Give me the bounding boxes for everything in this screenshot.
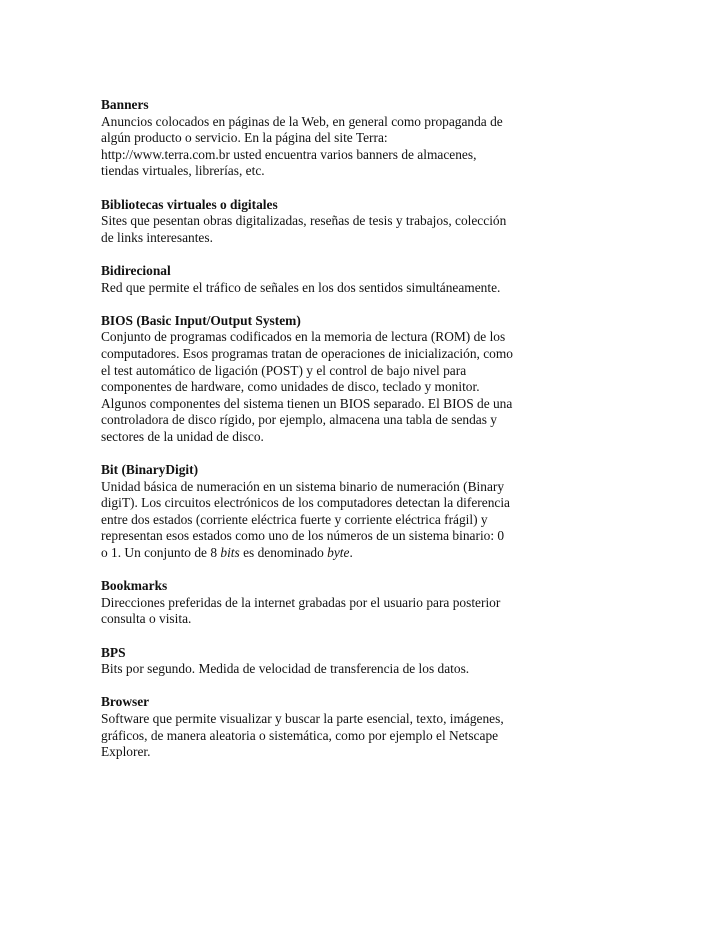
- definition-line: computadores. Esos programas tratan de operaciones de inicialización, como: [101, 345, 513, 361]
- definition-line: Explorer.: [101, 744, 151, 760]
- definition-line: Sites que pesentan obras digitalizadas, reseñas de tesis y trabajos, colección: [101, 213, 507, 229]
- line-text: .: [349, 545, 353, 561]
- definition-line: controladora de disco rígido, por ejemplo, almacena una tabla de sendas y: [101, 412, 497, 428]
- definition-line: Conjunto de programas codificados en la memoria de lectura (ROM) de los: [101, 329, 506, 345]
- entry-term: Bit (BinaryDigit): [101, 462, 199, 478]
- entry-term: Bookmarks: [101, 578, 168, 594]
- entry-term: Bibliotecas virtuales o digitales: [101, 196, 278, 212]
- entry-definition: [101, 661, 556, 678]
- definition-line: representan esos estados como uno de los números de un sistema binario: 0: [101, 528, 505, 544]
- definition-line: Red que permite el tráfico de señales en los dos sentidos simultáneamente.: [101, 279, 501, 295]
- definition-line: tiendas virtuales, librerías, etc.: [101, 163, 265, 179]
- glossary-content: [101, 97, 556, 777]
- entry-term: Bidirecional: [101, 262, 171, 278]
- italic-term-bits: bits: [220, 545, 240, 561]
- glossary-entry-bibliotecas: [101, 197, 556, 247]
- entry-definition: [101, 329, 556, 445]
- definition-line: http://www.terra.com.br usted encuentra varios banners de almacenes,: [101, 146, 477, 162]
- definition-line: digiT). Los circuitos electrónicos de los computadores detectan la diferencia: [101, 495, 511, 511]
- italic-term-byte: byte: [327, 545, 350, 561]
- entry-term: BIOS (Basic Input/Output System): [101, 312, 301, 328]
- glossary-entry-bps: [101, 645, 556, 678]
- definition-line: gráficos, de manera aleatoria o sistemática, como por ejemplo el Netscape: [101, 727, 499, 743]
- glossary-entry-bookmarks: [101, 578, 556, 628]
- definition-line: entre dos estados (corriente eléctrica fuerte y corriente eléctrica frágil) y: [101, 511, 488, 527]
- definition-line: componentes de hardware, como unidades de disco, teclado y monitor.: [101, 379, 480, 395]
- line-text: o 1. Un conjunto de 8: [101, 545, 221, 561]
- definition-line: consulta o visita.: [101, 611, 192, 627]
- entry-definition: [101, 711, 556, 761]
- definition-line: el test automático de ligación (POST) y el control de bajo nivel para: [101, 362, 467, 378]
- definition-line: Direcciones preferidas de la internet grabadas por el usuario para posterior: [101, 594, 501, 610]
- glossary-entry-bios: [101, 313, 556, 446]
- definition-line: de links interesantes.: [101, 229, 213, 245]
- definition-line: Anuncios colocados en páginas de la Web, en general como propaganda de: [101, 113, 503, 129]
- entry-definition: [101, 280, 556, 297]
- entry-definition: [101, 213, 556, 246]
- glossary-entry-browser: [101, 694, 556, 760]
- line-text: es denominado: [239, 545, 328, 561]
- entry-term: Banners: [101, 97, 149, 112]
- entry-term: Browser: [101, 694, 150, 710]
- entry-definition: [101, 595, 556, 628]
- definition-line: Bits por segundo. Medida de velocidad de transferencia de los datos.: [101, 661, 470, 677]
- definition-line: algún producto o servicio. En la página del site Terra:: [101, 130, 388, 146]
- glossary-entry-banners: [101, 97, 556, 180]
- glossary-entry-bidirecional: [101, 263, 556, 296]
- definition-line-last: [101, 545, 556, 562]
- definition-line: sectores de la unidad de disco.: [101, 428, 264, 444]
- definition-line: Software que permite visualizar y buscar la parte esencial, texto, imágenes,: [101, 710, 504, 726]
- definition-line: Unidad básica de numeración en un sistema binario de numeración (Binary: [101, 478, 505, 494]
- glossary-entry-bit: [101, 462, 556, 562]
- definition-line: Algunos componentes del sistema tienen un BIOS separado. El BIOS de una: [101, 395, 513, 411]
- entry-definition: [101, 479, 556, 562]
- entry-definition: [101, 114, 556, 180]
- entry-term: BPS: [101, 644, 126, 660]
